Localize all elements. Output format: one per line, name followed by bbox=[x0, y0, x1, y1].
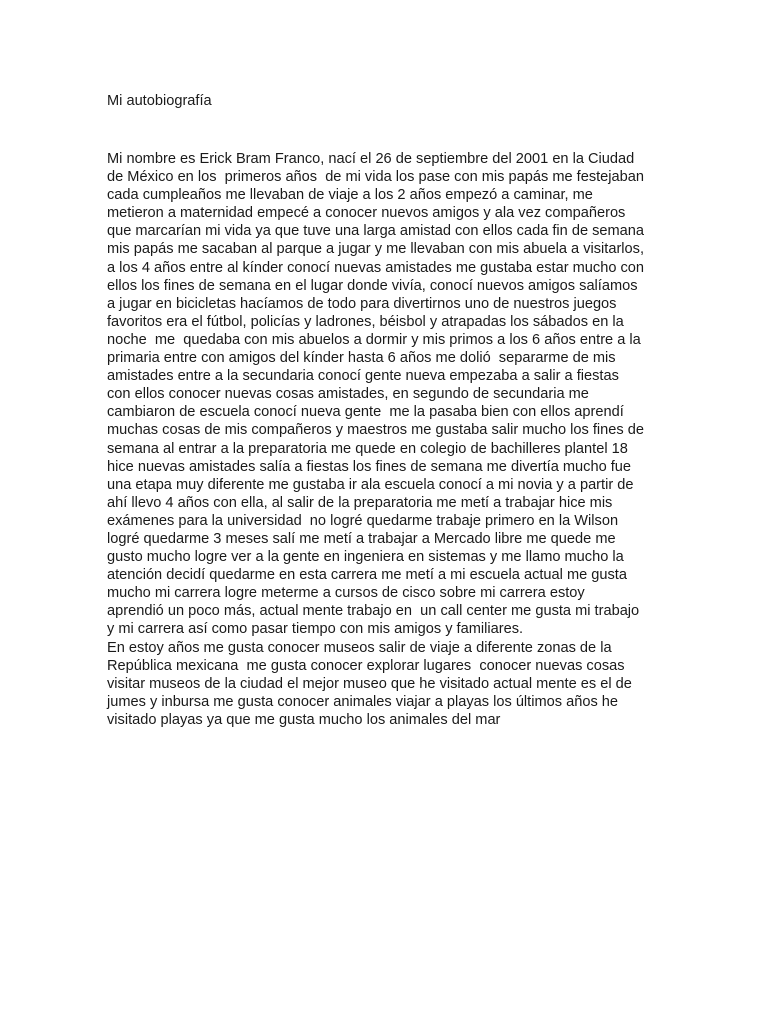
document-body bbox=[107, 150, 727, 729]
text-line: que marcarían mi vida ya que tuve una larga amistad con ellos cada fin de semana bbox=[107, 223, 645, 240]
paragraph bbox=[107, 639, 727, 729]
text-line: y mi carrera así como pasar tiempo con mis amigos y familiares. bbox=[107, 621, 524, 638]
text-line: República mexicana me gusta conocer explorar lugares conocer nuevas cosas bbox=[107, 657, 625, 674]
text-line: ahí llevo 4 años con ella, al salir de la preparatoria me metí a trabajar hice mis bbox=[107, 494, 613, 511]
text-line: gusto mucho logre ver a la gente en ingeniera en sistemas y me llamo mucho la bbox=[107, 549, 624, 566]
text-line: amistades entre a la secundaria conocí gente nueva empezaba a salir a fiestas bbox=[107, 368, 619, 385]
text-line: Mi nombre es Erick Bram Franco, nací el 26 de septiembre del 2001 en la Ciudad bbox=[107, 151, 635, 167]
text-line: visitar museos de la ciudad el mejor museo que he visitado actual mente es el de bbox=[107, 675, 632, 692]
document-title: Mi autobiografía bbox=[107, 93, 212, 109]
text-line: hice nuevas amistades salía a fiestas los fines de semana me divertía mucho fue bbox=[107, 458, 632, 475]
text-line: mis papás me sacaban al parque a jugar y me llevaban con mis abuela a visitarlos, bbox=[107, 241, 645, 258]
text-line: favoritos era el fútbol, policías y ladrones, béisbol y atrapadas los sábados en la bbox=[107, 313, 624, 330]
text-line: cambiaron de escuela conocí nueva gente me la pasaba bien con ellos aprendí bbox=[107, 404, 624, 421]
text-line: a los 4 años entre al kínder conocí nuevas amistades me gustaba estar mucho con bbox=[107, 259, 645, 276]
text-line: con ellos conocer nuevas cosas amistades, en segundo de secundaria me bbox=[107, 386, 589, 403]
text-line: a jugar en bicicletas hacíamos de todo para divertirnos uno de nuestros juegos bbox=[107, 295, 617, 312]
paragraph bbox=[107, 150, 727, 639]
text-line: logré quedarme 3 meses salí me metí a trabajar a Mercado libre me quede me bbox=[107, 530, 616, 547]
text-line: noche me quedaba con mis abuelos a dormir y mis primos a los 6 años entre a la bbox=[107, 331, 641, 348]
text-line: atención decidí quedarme en esta carrera me metí a mi escuela actual me gusta bbox=[107, 567, 627, 584]
text-line: muchas cosas de mis compañeros y maestros me gustaba salir mucho los fines de bbox=[107, 422, 644, 439]
text-line: una etapa muy diferente me gustaba ir ala escuela conocí a mi novia y a partir de bbox=[107, 476, 634, 493]
text-line: aprendió un poco más, actual mente trabajo en un call center me gusta mi trabajo bbox=[107, 603, 640, 620]
text-line: exámenes para la universidad no logré quedarme trabaje primero en la Wilson bbox=[107, 512, 619, 529]
text-line: mucho mi carrera logre meterme a cursos de cisco sobre mi carrera estoy bbox=[107, 585, 585, 602]
text-line: ellos los fines de semana en el lugar donde vivía, conocí nuevos amigos salíamos bbox=[107, 277, 638, 294]
text-line: de México en los primeros años de mi vida los pase con mis papás me festejaban bbox=[107, 169, 644, 186]
text-line: semana al entrar a la preparatoria me quede en colegio de bachilleres plantel 18 bbox=[107, 440, 628, 457]
text-line: jumes y inbursa me gusta conocer animales viajar a playas los últimos años he bbox=[107, 693, 619, 710]
text-line: visitado playas ya que me gusta mucho los animales del mar bbox=[107, 711, 501, 728]
text-line: primaria entre con amigos del kínder hasta 6 años me dolió separarme de mis bbox=[107, 350, 616, 367]
text-line: cada cumpleaños me llevaban de viaje a los 2 años empezó a caminar, me bbox=[107, 187, 593, 204]
text-line: metieron a maternidad empecé a conocer nuevos amigos y ala vez compañeros bbox=[107, 205, 626, 222]
text-line: En estoy años me gusta conocer museos salir de viaje a diferente zonas de la bbox=[107, 639, 612, 656]
